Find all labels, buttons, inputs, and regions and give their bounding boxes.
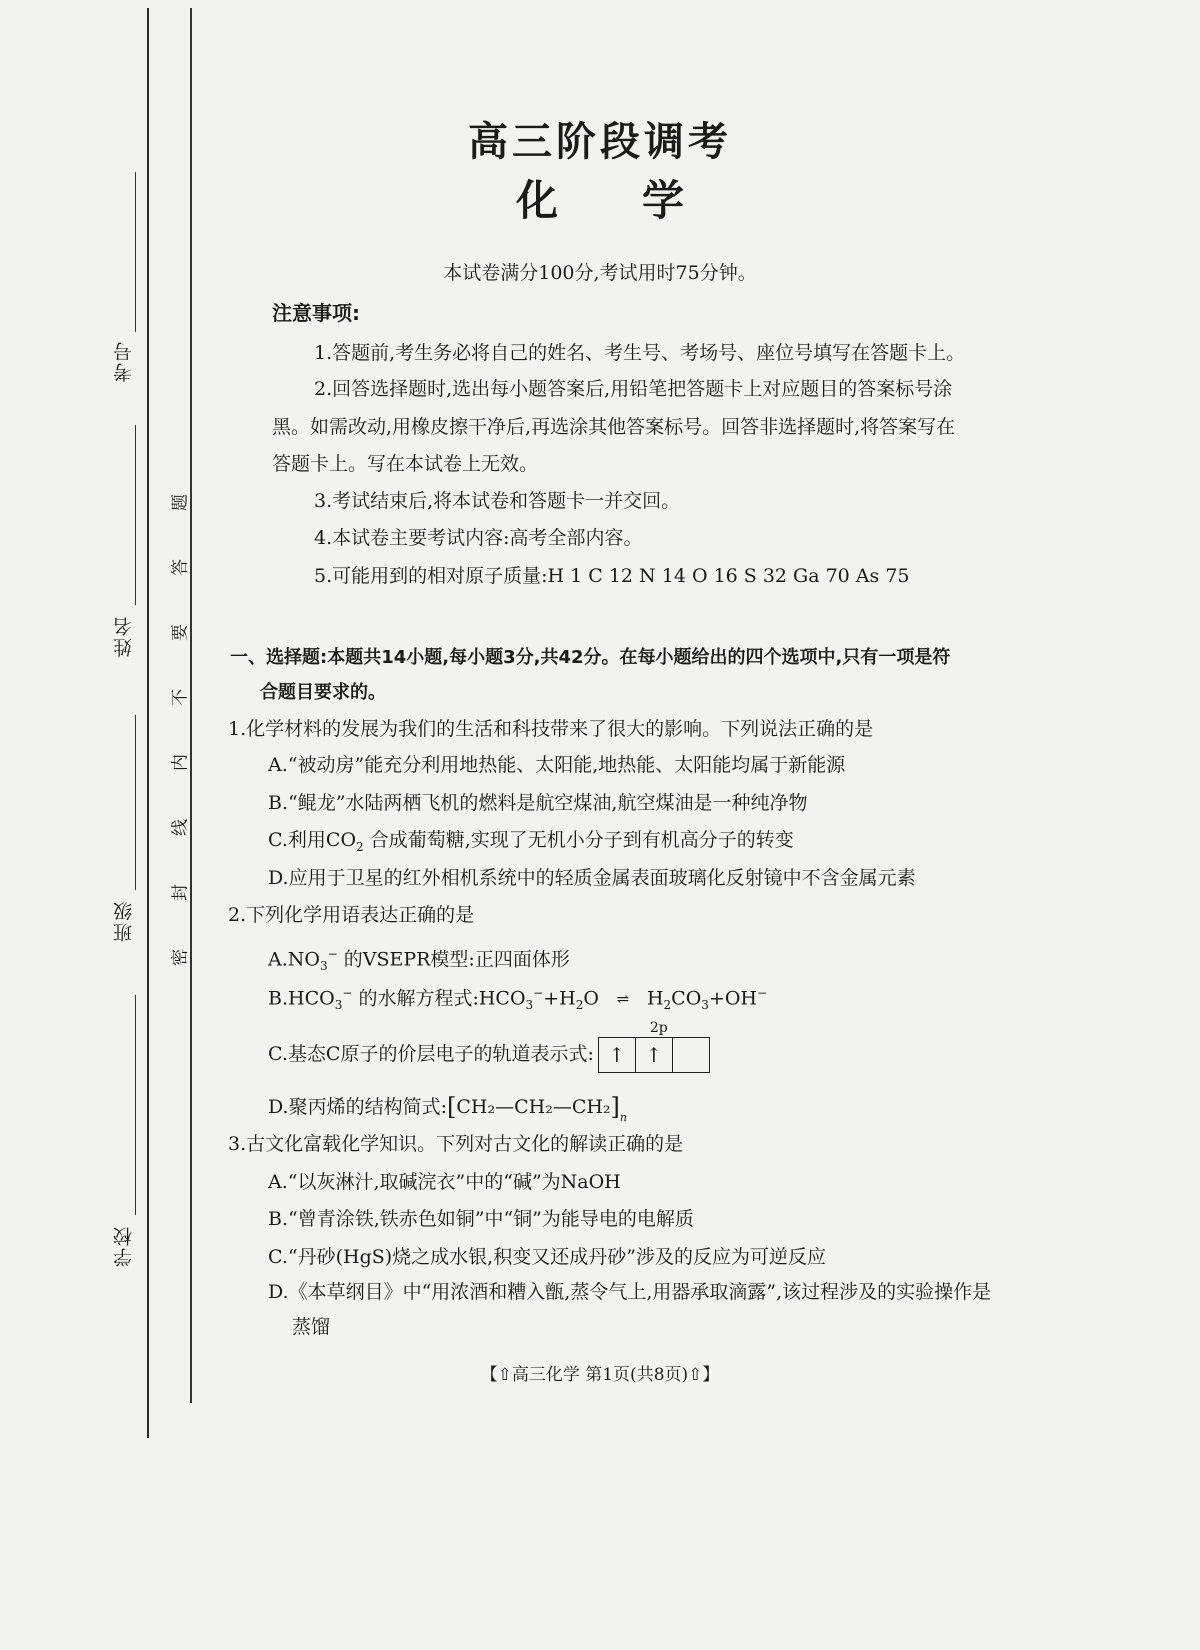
exam-info: 本试卷满分100分,考试用时75分钟。 [443, 262, 757, 284]
orbital-box: ↑ [636, 1038, 673, 1072]
question-3-option-b: B.“曾青涂铁,铁赤色如铜”中“铜”为能导电的电解质 [268, 1208, 694, 1230]
page-footer: 【⇧高三化学 第1页(共8页)⇧】 [480, 1365, 720, 1385]
notice-item-2-line-3: 答题卡上。写在本试卷上无效。 [272, 453, 539, 475]
reversible-arrow-icon: ⇌ [616, 990, 630, 1009]
question-2-option-b: $B.HCO_3^-$ 的水解方程式$:HCO_3^-+H_2O$ ⇌ $H_2CO_3+OH^-$ [268, 986, 768, 1013]
school-field [103, 995, 143, 1280]
orbital-box [673, 1038, 709, 1072]
question-2-option-a: $A.NO_3^-$ 的VSEPR模型:正四面体形 [268, 947, 570, 974]
question-1-option-d: D.应用于卫星的红外相机系统中的轻质金属表面玻璃化反射镜中不含金属元素 [268, 867, 916, 889]
notice-item-4: 4.本试卷主要考试内容:高考全部内容。 [314, 527, 643, 549]
exam-title: 高三阶段调考 [468, 119, 732, 165]
section-1-heading-line-2: 合题目要求的。 [260, 682, 386, 703]
subject-title [0, 168, 1200, 228]
notice-heading: 注意事项: [272, 301, 360, 325]
question-1-option-b: B.“鲲龙”水陆两栖飞机的燃料是航空煤油,航空煤油是一种纯净物 [268, 792, 808, 814]
orbital-diagram [598, 1020, 710, 1073]
class-field [103, 715, 143, 955]
question-3-option-a: A.“以灰淋汁,取碱浣衣”中的“碱”为NaOH [268, 1171, 621, 1193]
subject-char-1: 化 [515, 176, 558, 225]
subject-char-2: 学 [642, 176, 685, 225]
question-1-option-a: A.“被动房”能充分利用地热能、太阳能,地热能、太阳能均属于新能源 [268, 754, 846, 776]
section-1-heading [230, 640, 1060, 710]
name-field [103, 425, 143, 670]
question-1-option-c: C.利用$CO_2$ 合成葡萄糖,实现了无机小分子到有机高分子的转变 [268, 829, 794, 854]
name-label: 姓名 [113, 615, 135, 657]
section-1-heading-line-1: 一、选择题:本题共14小题,每小题3分,共42分。在每小题给出的四个选项中,只有一项是符 [230, 647, 951, 668]
notice-item-5: 5.可能用到的相对原子质量:H 1 C 12 N 14 O 16 S 32 Ga 70 As 75 [314, 565, 910, 587]
school-label: 学校 [113, 1225, 135, 1267]
seal-char: 密 [170, 949, 191, 966]
orbital-label: 2p [649, 1020, 668, 1036]
seal-char: 线 [170, 819, 191, 836]
seal-char: 不 [170, 689, 191, 706]
exam-no-label: 考号 [113, 340, 135, 382]
notice-item-3: 3.考试结束后,将本试卷和答题卡一并交回。 [314, 490, 681, 512]
notice-item-2-line-1: 2.回答选择题时,选出每小题答案后,用铅笔把答题卡上对应题目的答案标号涂 [314, 378, 953, 400]
orbital-box: ↑ [599, 1038, 636, 1072]
seal-char: 内 [170, 754, 191, 771]
notice-item-2-line-2: 黑。如需改动,用橡皮擦干净后,再选涂其他答案标号。回答非选择题时,将答案写在 [272, 416, 956, 438]
question-3-stem: 3.古文化富载化学知识。下列对古文化的解读正确的是 [228, 1133, 684, 1155]
question-2-option-c: C.基态C原子的价层电子的轨道表示式: 2p ↑ ↑ [268, 1037, 710, 1073]
question-2-stem: 2.下列化学用语表达正确的是 [228, 904, 475, 926]
seal-char: 要 [170, 624, 191, 641]
question-3-option-d: D.《本草纲目》中“用浓酒和糟入甑,蒸令气上,用器承取滴露”,该过程涉及的实验操作是 蒸馏 [268, 1281, 992, 1338]
question-3-option-c: C.“丹砂(HgS)烧之成水银,积变又还成丹砂”涉及的反应为可逆反应 [268, 1246, 826, 1268]
question-1-stem: 1.化学材料的发展为我们的生活和科技带来了很大的影响。下列说法正确的是 [228, 718, 874, 740]
notice-item-1: 1.答题前,考生务必将自己的姓名、考生号、考场号、座位号填写在答题卡上。 [314, 342, 966, 364]
class-label: 班级 [113, 900, 135, 942]
question-2-option-d: D.聚丙烯的结构简式$:[CH_2—CH_2—CH_2]_n$ [268, 1093, 628, 1124]
seal-char: 封 [170, 884, 191, 901]
seal-char: 答 [170, 559, 191, 576]
seal-char: 题 [170, 494, 191, 511]
